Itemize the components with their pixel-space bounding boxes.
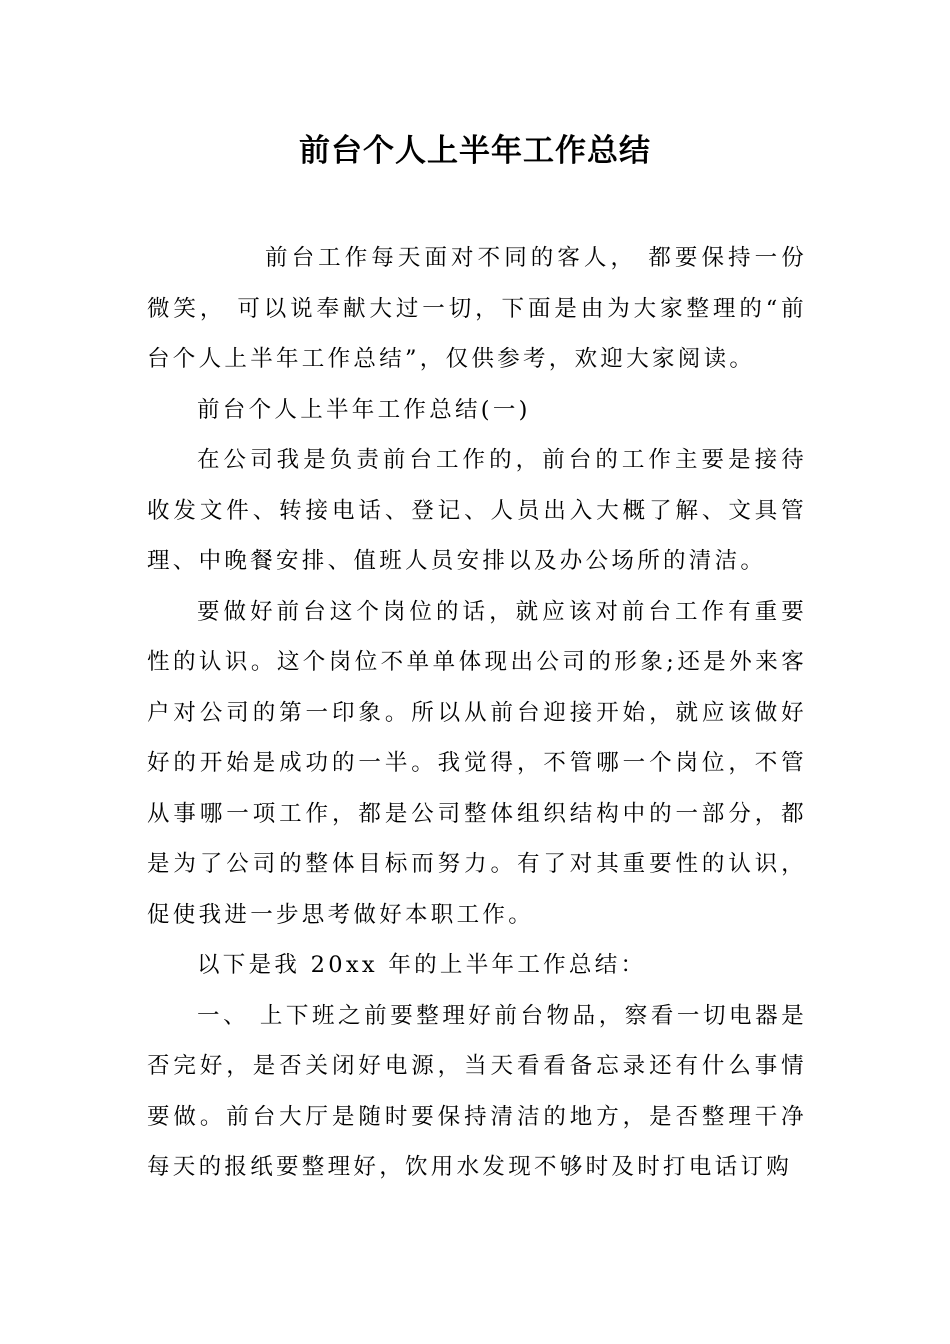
body-paragraph: 要做好前台这个岗位的话，就应该对前台工作有重要性的认识。这个岗位不单单体现出公司的形象;还是外来客户对公司的第一印象。所以从前台迎接开始，就应该做好好的开始是成功的一半。我觉得，不管哪一个岗位，不管从事哪一项工作，都是公司整体组织结构中的一部分，都是为了公司的整体目标而努力。有了对其重要性的认识，促使我进一步思考做好本职工作。 bbox=[147, 598, 807, 928]
section-heading: 前台个人上半年工作总结(一) bbox=[197, 396, 531, 423]
document-title: 前台个人上半年工作总结 bbox=[299, 133, 651, 169]
intro-paragraph: 前台工作每天面对不同的客人， 都要保持一份微笑， 可以说奉献大过一切，下面是由为大家整理的“前台个人上半年工作总结”，仅供参考，欢迎大家阅读。 bbox=[147, 245, 807, 372]
document-body bbox=[147, 233, 807, 1193]
body-paragraph: 以下是我 20xx 年的上半年工作总结： bbox=[197, 952, 647, 978]
body-paragraph: 一、 上下班之前要整理好前台物品，察看一切电器是否完好，是否关闭好电源，当天看看备忘录还有什么事情要做。前台大厅是随时要保持清洁的地方，是否整理干净每天的报纸要整理好，饮用水发现不够时及时打电话订购 bbox=[147, 1002, 807, 1180]
body-paragraph: 在公司我是负责前台工作的，前台的工作主要是接待收发文件、转接电话、登记、人员出入大概了解、文具管理、中晚餐安排、值班人员安排以及办公场所的清洁。 bbox=[147, 447, 807, 574]
